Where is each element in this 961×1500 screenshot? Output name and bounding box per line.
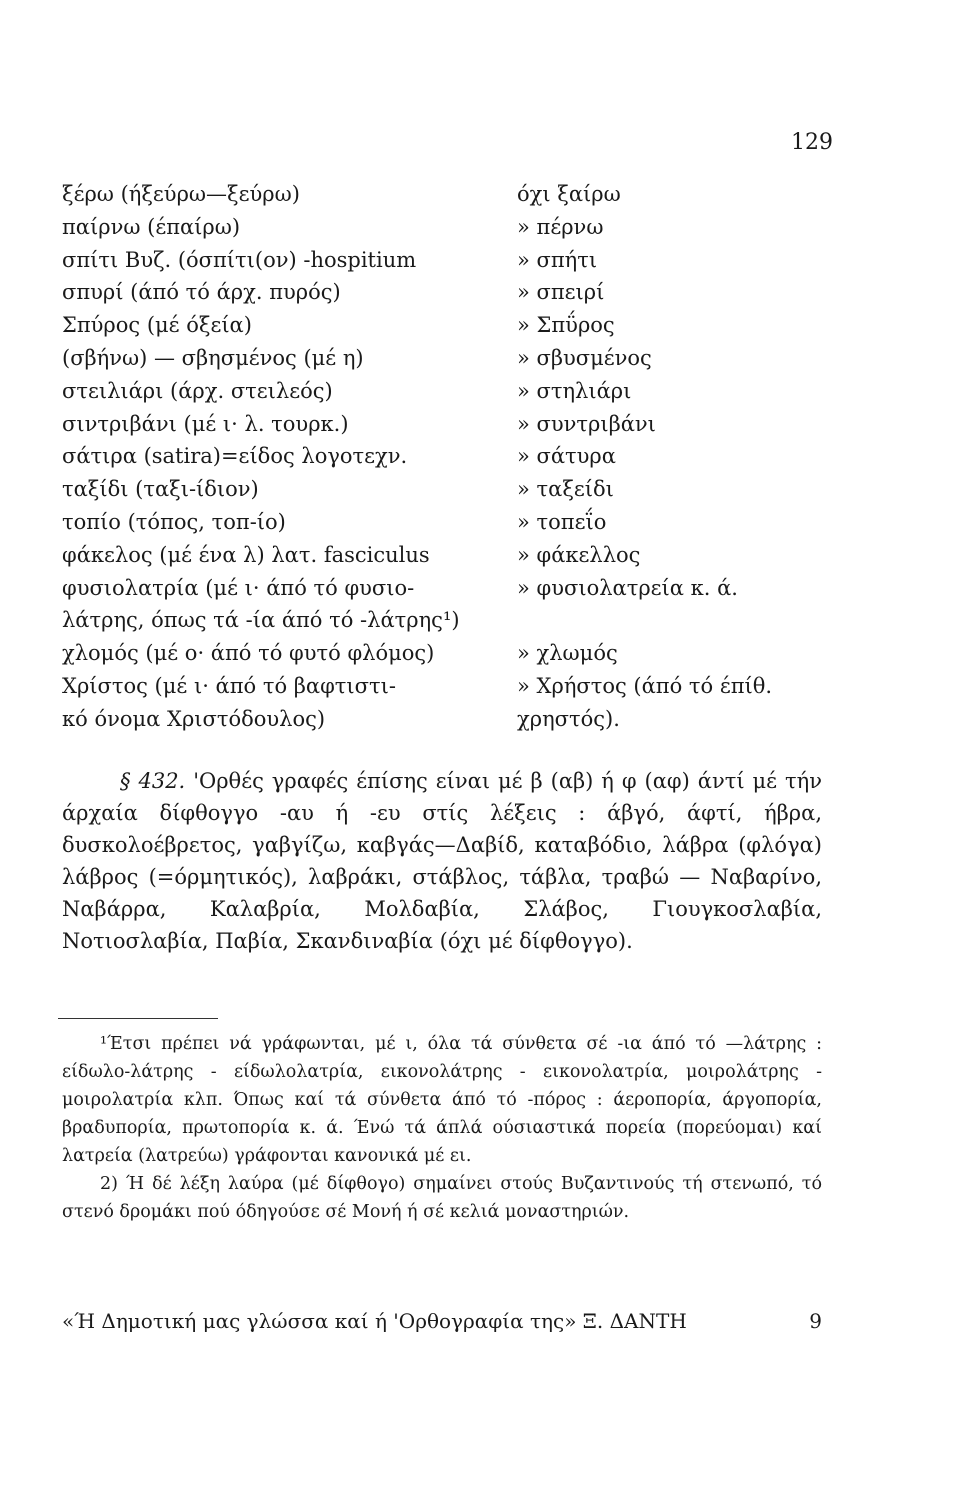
incorrect-form: » Σπΰρος (517, 313, 615, 338)
footer-book-title: «Ή Δημοτική μας γλώσσα καί ή 'Ορθογραφία της» Ξ. ΔΑΝΤΗ (62, 1309, 687, 1333)
footnote (62, 1030, 822, 1170)
incorrect-form: » χλωμός (517, 641, 618, 666)
incorrect-form: » ταξείδι (517, 477, 614, 502)
entry-row (62, 506, 842, 539)
entry-row (62, 539, 842, 572)
footnote-text: ¹Έτσι πρέπει νά γράφωνται, μέ ι, όλα τά σύνθετα σέ -ια άπό τό —λάτρης : είδωλο-λάτρης - είδωλολατρία, εικονολάτρης - εικονολατρία, μοιρολάτρης - μοιρολατρία κλπ. Όπως καί τά σύνθετα άπό τό -πόρος : άεροπορία, άργοπορία, βραδυπορία, πρωτοπορία κ. ά. Ένώ τά άπλά ούσιαστικά πορεία (πορεύομαι) καί λατρεία (λατρεύω) γράφονται κανονικά μέ ει. (62, 1034, 822, 1166)
spelling-entries-list (62, 178, 842, 736)
footnote-divider (58, 1018, 218, 1019)
correct-form: κό όνομα Χριστόδουλος) (62, 706, 326, 731)
correct-form: λάτρης, όπως τά -ία άπό τό -λάτρης¹) (62, 608, 460, 633)
entry-row (62, 178, 842, 211)
correct-form: φυσιολατρία (μέ ι· άπό τό φυσιο- (62, 575, 415, 600)
correct-form: Χρίστος (μέ ι· άπό τό βαφτιστι- (62, 673, 396, 698)
entry-row (62, 637, 842, 670)
incorrect-form: » σβυσμένος (517, 345, 652, 370)
footer-signature-number: 9 (809, 1309, 822, 1333)
entry-row (62, 244, 842, 277)
correct-form: σπίτι Βυζ. (όσπίτι(ον) -hospitium (62, 247, 417, 272)
correct-form: ξέρω (ήξεύρω—ξεύρω) (62, 182, 300, 206)
incorrect-form: » στηλιάρι (517, 378, 632, 403)
incorrect-form: » συντριβάνι (517, 411, 656, 436)
incorrect-form: » σάτυρα (517, 444, 616, 469)
incorrect-form: » πέρνω (517, 214, 604, 239)
page-number: 129 (791, 130, 833, 155)
correct-form: στειλιάρι (άρχ. στειλεός) (62, 378, 333, 403)
section-number: § 432. (120, 769, 186, 793)
incorrect-form: » σπειρί (517, 280, 605, 305)
incorrect-form: » φυσιολατρεία κ. ά. (517, 575, 738, 600)
entry-row (62, 375, 842, 408)
entry-row (62, 703, 842, 736)
incorrect-form: » τοπεΐο (517, 509, 607, 534)
entry-row (62, 440, 842, 473)
incorrect-form: χρηστός). (517, 706, 620, 731)
correct-form: σπυρί (άπό τό άρχ. πυρός) (62, 280, 341, 305)
footnote-text: 2) Ή δέ λέξη λαύρα (μέ δίφθογο) σημαίνει στούς Βυζαντινούς τή στενωπό, τό στενό δρομάκι πού όδηγούσε σέ Μονή ή σέ κελιά μοναστηριών. (62, 1174, 822, 1222)
entry-row (62, 211, 842, 244)
incorrect-form: » φάκελλος (517, 542, 641, 567)
entry-row (62, 473, 842, 506)
incorrect-form: όχι ξαίρω (517, 182, 621, 206)
incorrect-form: » Χρήστος (άπό τό έπίθ. (517, 673, 773, 698)
section-text: 'Ορθές γραφές έπίσης είναι μέ β (αβ) ή φ (αφ) άντί μέ τήν άρχαία δίφθογγο -αυ ή -ευ στίς λέξεις : άβγό, άφτί, ήβρα, δυσκολοέβρετος, γαβγίζω, καβγάς—Δαβίδ, καταβόδιο, λάβρα (φλόγα) λάβρος (=όρμητικός), λαβράκι, στάβλος, τάβλα, τραβώ — Ναβαρίνο, Ναβάρρα, Καλαβρία, Μολδαβία, Σλάβος, Γιουγκοσλαβία, Νοτιοσλαβία, Παβία, Σκανδιναβία (όχι μέ δίφθογγο). (62, 769, 822, 953)
entry-row (62, 309, 842, 342)
correct-form: ταξίδι (ταξι-ίδιον) (62, 477, 259, 502)
entry-row (62, 276, 842, 309)
correct-form: τοπίο (τόπος, τοπ-ίο) (62, 509, 286, 534)
correct-form: σάτιρα (satira)=είδος λογοτεχν. (62, 444, 408, 469)
correct-form: παίρνω (έπαίρω) (62, 214, 241, 239)
entry-row (62, 604, 842, 637)
correct-form: Σπύρος (μέ όξεία) (62, 313, 252, 338)
entry-row (62, 408, 842, 441)
section-paragraph (62, 765, 822, 957)
footnote (62, 1170, 822, 1226)
entry-row (62, 572, 842, 605)
correct-form: σιντριβάνι (μέ ι· λ. τουρκ.) (62, 411, 349, 436)
incorrect-form: » σπήτι (517, 247, 598, 272)
correct-form: φάκελος (μέ ένα λ) λατ. fasciculus (62, 542, 430, 567)
entry-row (62, 670, 842, 703)
entry-row (62, 342, 842, 375)
footnotes (62, 1030, 822, 1226)
correct-form: χλομός (μέ ο· άπό τό φυτό φλόμος) (62, 641, 435, 666)
correct-form: (σβήνω) — σβησμένος (μέ η) (62, 345, 364, 370)
